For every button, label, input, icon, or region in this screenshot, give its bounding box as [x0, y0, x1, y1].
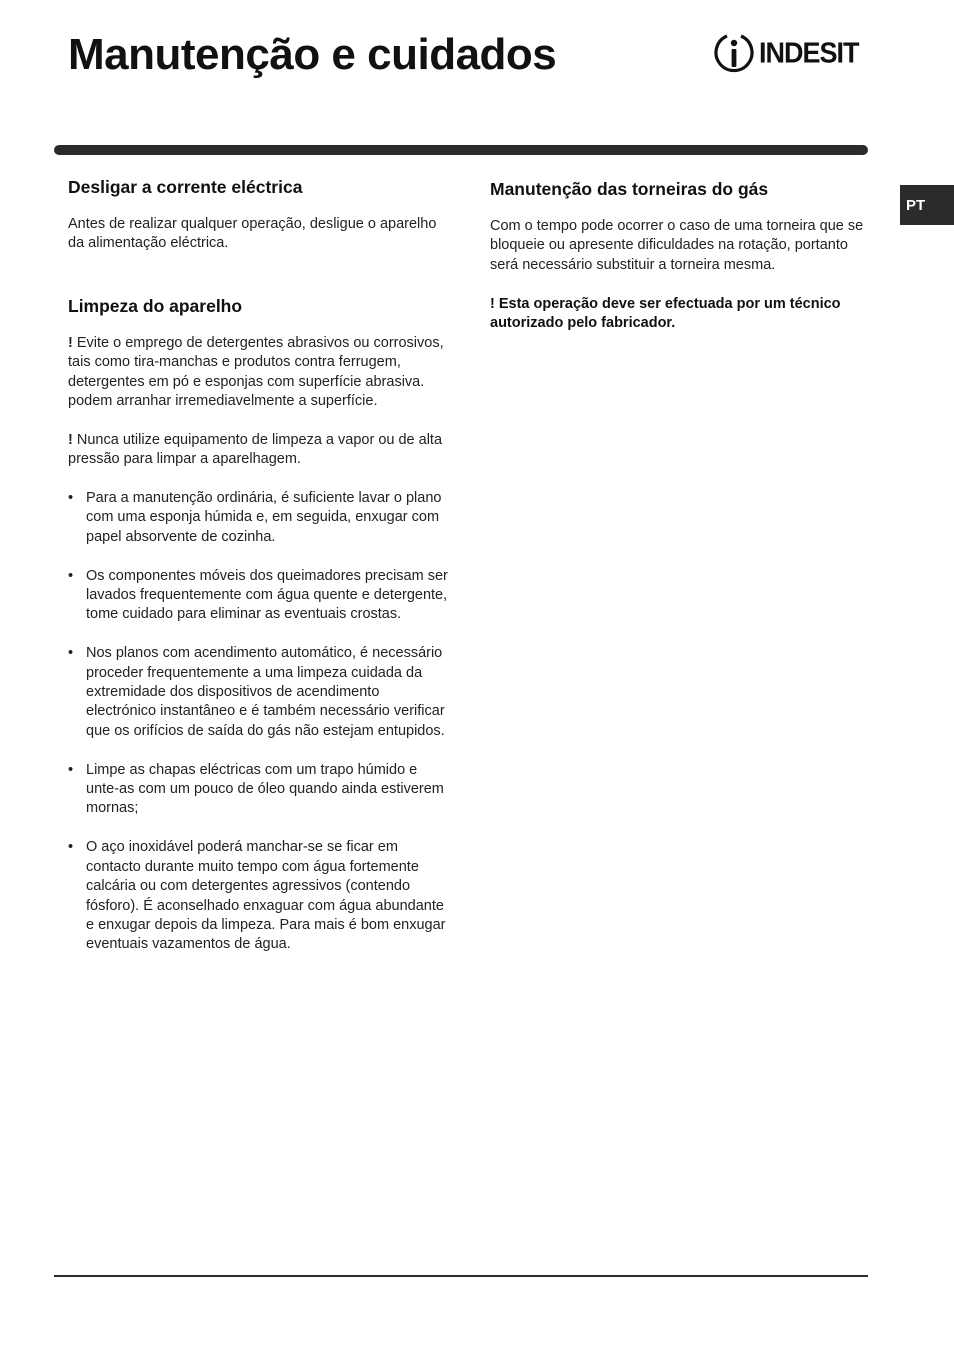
- list-item: • Limpe as chapas eléctricas com um trapo húmido e unte-as com um pouco de óleo quando ainda estiverem mornas;: [68, 761, 448, 819]
- warning-paragraph: [68, 431, 448, 470]
- section-heading: Manutenção das torneiras do gás: [490, 179, 769, 199]
- section-power-off: [68, 176, 448, 254]
- warning-text: Evite o emprego de detergentes abrasivos ou corrosivos, tais como tira-manchas e produtos contra ferrugem, detergentes em pó e esponjas com superfície abrasiva. podem arranhar irremediavelmente a superfície.: [68, 334, 444, 410]
- brand-logo: [713, 31, 873, 75]
- right-column: [490, 178, 870, 333]
- technician-note: ! Esta operação deve ser efectuada por um técnico autorizado pelo fabricador.: [490, 295, 841, 332]
- left-column: [68, 176, 448, 955]
- warning-text: Nunca utilize equipamento de limpeza a vapor ou de alta pressão para limpar a aparelhagem.: [68, 431, 443, 468]
- section-cleaning: [68, 295, 448, 955]
- bottom-divider: [54, 1275, 868, 1277]
- section-text: Com o tempo pode ocorrer o caso de uma torneira que se bloqueie ou apresente dificuldades na rotação, portanto será necessário substituir a torneira mesma.: [490, 218, 864, 273]
- list-item: • Nos planos com acendimento automático, é necessário proceder frequentemente a uma limpeza cuidada da extremidade dos dispositivos de acendimento electrónico instantâneo e é também necessário verificar que os orifícios de saída do gás não estejam entupidos.: [68, 644, 448, 741]
- page-title: Manutenção e cuidados: [68, 30, 557, 79]
- list-item: • Para a manutenção ordinária, é suficiente lavar o plano com uma esponja húmida e, em seguida, enxugar com papel absorvente de cozinha.: [68, 489, 448, 547]
- cleaning-list: [68, 489, 448, 955]
- section-heading: Limpeza do aparelho: [68, 295, 243, 316]
- top-divider: [54, 145, 868, 155]
- warning-paragraph: [68, 334, 448, 412]
- language-tab: PT: [900, 185, 954, 225]
- indesit-logo-icon: [713, 32, 755, 74]
- section-text: Antes de realizar qualquer operação, desligue o aparelho da alimentação eléctrica.: [68, 216, 437, 252]
- list-item: • O aço inoxidável poderá manchar-se se ficar em contacto durante muito tempo com água fortemente calcária ou com detergentes agressivos (contendo fósforo). É aconselhado enxaguar com água abundante e enxugar depois da limpeza. Para mais é bom enxugar eventuais vazamentos de água.: [68, 838, 448, 954]
- section-heading: Desligar a corrente eléctrica: [68, 177, 303, 197]
- brand-name: INDESIT: [759, 36, 859, 69]
- warning-mark: !: [68, 431, 73, 448]
- warning-mark: !: [68, 334, 73, 351]
- section-gas-taps: [490, 178, 870, 333]
- list-item: • Os componentes móveis dos queimadores precisam ser lavados frequentemente com água quente e detergente, tome cuidado para eliminar as eventuais crostas.: [68, 567, 448, 625]
